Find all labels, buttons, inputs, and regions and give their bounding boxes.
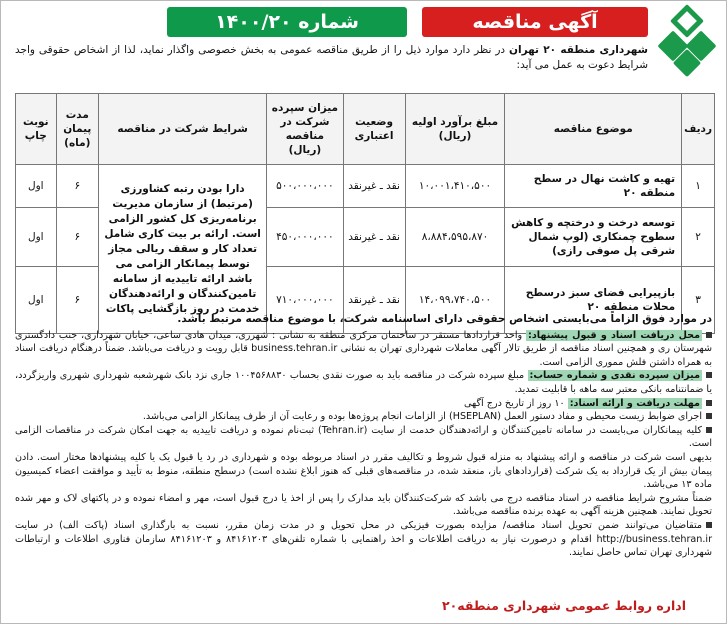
col-subject: موضوع مناقصه [505,94,682,165]
col-duration: مدت پیمان (ماه) [56,94,99,165]
body-item-documents [15,329,712,370]
row-credit: نقد ـ غیرنقد [343,267,405,334]
bullet-icon [706,400,712,406]
body-label-deadline: مهلت دریافت و ارائه اسناد: [569,397,700,409]
body-text-acceptance: بدیهی است شرکت در مناقصه و ارائه پیشنهاد به منزله قبول شروط و تکالیف مقرر در اسناد مربوطه بوده و شهرداری در رد یا قبول یک یا کلیه پیشنهادها مختار است. دادن پیمان بیش از یک قرارداد به یک شرکت (قراردادهای باز، منعقد شده، در مناقصه‌های قبلی که هنوز ابلاغ نشده است) درسطح منطقه، منوط به تأیید و موافقت اعضاء کمیسیون ماده ۱۳ می‌باشد. [15,451,712,491]
bullet-icon [706,522,712,528]
row-subject: توسعه درخت و درختچه و کاهش سطوح چمنکاری (لوپ شمال شرقی پل صوفی رازی) [505,208,682,267]
row-estimate: ۱۴،۰۹۹،۷۴۰،۵۰۰ [405,267,505,334]
body-lead: در موارد فوق الزاماً می‌بایستی اشخاص حقوقی دارای اساسنامه شرکت، با موضوع مناقصه مرتبط باشد. [177,313,712,325]
tender-table [15,93,715,334]
body-text-upload: متقاضیان می‌توانند ضمن تحویل اسناد مناقصه/ مزایده بصورت فیزیکی در محل تحویل و در مدت زمان مقرر، نسبت به بارگذاری اسناد (پاکت الف) در سایت http://business.tehran.ir اقدام و درصورت نیاز به دریافت اطلاعات و اخذ راهنمایی با شماره تلفن‌های ۸۴۱۶۱۲۰۳ و ۸۴۱۶۱۲۰۳ سازمان فناوری اطلاعات و ارتباطات شهرداری تهران تماس حاصل نمایند. [15,519,713,559]
row-index: ۳ [682,267,715,334]
row-estimate: ۸،۸۸۴،۵۹۵،۸۷۰ [405,208,505,267]
intro-municipality: شهرداری منطقه ۲۰ تهران [509,44,648,56]
col-deposit: میزان سپرده شرکت در مناقصه (ریال) [267,94,343,165]
row-estimate: ۱۰،۰۰۱،۴۱۰،۵۰۰ [405,165,505,208]
bullet-icon [706,413,712,419]
intro-paragraph [15,43,648,73]
row-subject: تهیه و کاشت نهال در سطح منطقه ۲۰ [505,165,682,208]
col-credit: وضعیت اعتباری [343,94,405,165]
row-credit: نقد ـ غیرنقد [343,165,405,208]
bullet-icon [706,372,712,378]
notice-body [15,313,712,560]
row-subject: بازپیرایی فضای سبز درسطح محلات منطقه ۲۰ [505,267,682,334]
bullet-icon [706,427,712,433]
body-text-deadline: ۱۰ روز از تاریخ درج آگهی [464,397,568,409]
row-print: اول [16,165,57,208]
row-print: اول [16,208,57,267]
col-estimate: مبلغ برآورد اولیه (ریال) [405,94,505,165]
row-deposit: ۴۵۰،۰۰۰،۰۰۰ [267,208,343,267]
body-item-deposit [15,369,712,396]
col-print: نوبت چاپ [16,94,57,165]
row-duration: ۶ [56,165,99,208]
body-item-acceptance [15,451,712,492]
row-duration: ۶ [56,208,99,267]
body-item-upload [15,519,712,560]
notice-title: آگهی مناقصه [422,7,648,37]
table-header-row [16,94,715,165]
body-label-deposit: میزان سپرده نقدی و شماره حساب: [529,370,701,382]
row-conditions: دارا بودن رتبه کشاورزی (مرتبط) از سازمان مدیریت برنامه‌ریزی کل کشور الزامی است. ارائه بر بیت کاری شامل تعداد کار و سقف ریالی مجاز توسط پیمانکار الزامی می باشد ارائه تاییدیه از سامانه تامین‌کنندگان و ارائه‌دهندگان خدمت در روز بازگشایی پاکات [99,165,267,334]
body-item-details [15,492,712,519]
footer-signature: اداره روابط عمومی شهرداری منطقه۲۰ [442,598,686,613]
body-text-deposit: مبلغ سپرده شرکت در مناقصه باید به صورت نقدی بحساب ۱۰۰۴۵۶۸۸۳۰ جاری نزد بانک شهرشعبه شهرداری شهرری واریزگردد، یا ضمانتنامه بانکی معتبر سه ماهه با قابلیت تمدید. [15,370,712,395]
col-conditions: شرایط شرکت در مناقصه [99,94,267,165]
row-deposit: ۵۰۰،۰۰۰،۰۰۰ [267,165,343,208]
body-text-registration: کلیه پیمانکاران می‌بایست در سامانه تامین‌کنندگان و ارائه‌دهندگان خدمت از سایت (Tehran.ir) ثبت‌نام نموده و دریافت تاییدیه به جهت امکان شرکت در مناقصات الزامی است. [15,424,712,450]
row-duration: ۶ [56,267,99,334]
table-row [16,165,715,208]
intro-text: در نظر دارد موارد ذیل را از طریق مناقصه عمومی به بخش خصوصی واگذار نماید، لذا از اشخاص حقوقی واجد شرایط دعوت به عمل می آید: [15,44,648,71]
notice-header [167,7,648,37]
body-text-details: ضمناً مشروح شرایط مناقصه در اسناد مناقصه درج می باشد که شرکت‌کنندگان باید مدارک را پس از اخذ یا درج قبول است، مهر و امضاء نموده و در پاکتهای لاک و مهر شده تحویل نمایند. همچنین هزینه آگهی به عهده برنده مناقصه می‌باشد. [15,492,712,518]
notice-number: شماره ۱۴۰۰/۲۰ [167,7,407,37]
row-index: ۲ [682,208,715,267]
col-index: ردیف [682,94,715,165]
row-index: ۱ [682,165,715,208]
row-credit: نقد ـ غیرنقد [343,208,405,267]
row-deposit: ۷۱۰،۰۰۰،۰۰۰ [267,267,343,334]
body-item-hse [15,410,712,424]
body-item-deadline [15,397,712,411]
body-label-documents: محل دریافت اسناد و قبول پیشنهاد: [528,329,701,341]
body-text-documents: واحد قراردادها مستقر در ساختمان مرکزی منطقه به نشانی : شهرری، میدان هادی ساعی، خیابان شهرداری، جنب دادگستری شهرستان ری و همچنین اسناد مناقصه از طریق تالار آگهی معاملات شهرداری تهران به نشانی business.tehran.ir قابل رویت و دریافت می‌باشد. ضمناً درهنگام دریافت اسناد به همراه داشتن فلش مموری الزامی است. [15,329,712,368]
bullet-icon [706,332,712,338]
row-print: اول [16,267,57,334]
body-text-hse: اجرای ضوابط زیست محیطی و مفاد دستور العمل (HSEPLAN) از الزامات انجام پروژه‌ها بوده و رعایت آن از طرف پیمانکار الزامی می‌باشد. [142,411,702,423]
body-item-registration [15,424,712,451]
tehran-municipality-logo-icon [656,3,718,83]
